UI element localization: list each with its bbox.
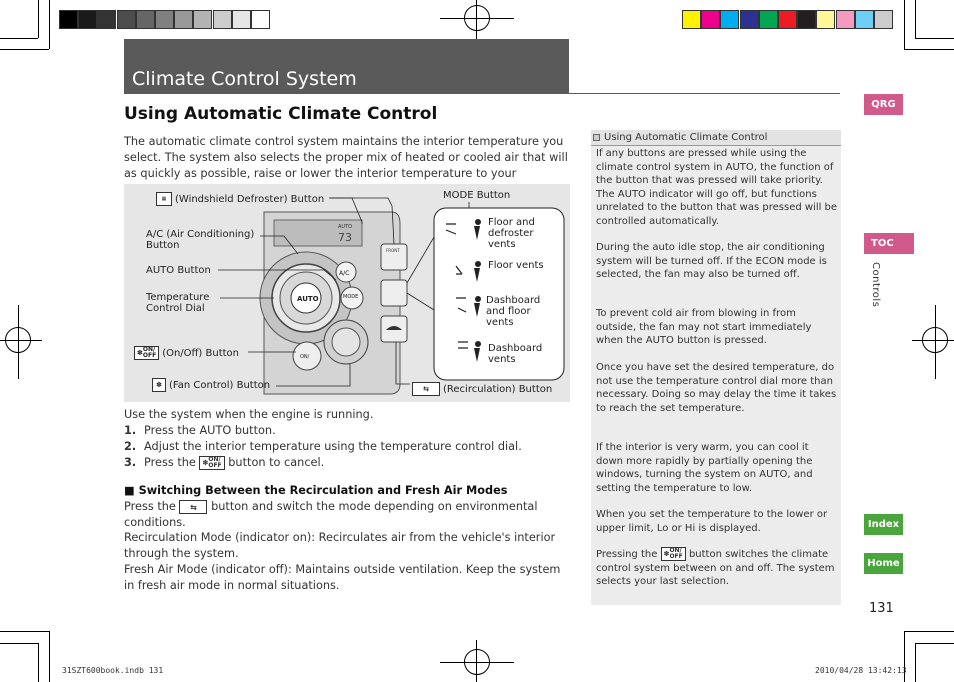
color-swatch <box>174 10 193 29</box>
tab-qrg[interactable]: QRG <box>864 94 903 115</box>
color-swatch <box>155 10 174 29</box>
color-swatch <box>59 10 78 29</box>
color-swatch <box>797 10 816 29</box>
note-marker-icon <box>593 134 600 141</box>
bullet-square: ■ <box>124 484 139 497</box>
page-title: Climate Control System <box>132 68 357 90</box>
recirc-mode-text: Recirculation Mode (indicator on): Recirculates air from the vehicle's interior through the system. <box>124 531 556 560</box>
recirculation-inline-icon: ⇆ <box>179 500 207 514</box>
onoff-callout <box>134 346 239 360</box>
recirc-label: (Recirculation) Button <box>443 383 553 395</box>
panel-display-auto: AUTO <box>338 224 353 230</box>
sidebar-note-1: If any buttons are pressed while using the climate control system in AUTO, the function of the button that was pressed will take priority. The AUTO indicator will go off, but functions unrelated to the button that was pressed will be controlled automatically. <box>596 148 838 227</box>
step-1: 1. Press the AUTO button. <box>124 424 276 437</box>
subsection-title: ■ Switching Between the Recirculation and Fresh Air Modes <box>124 484 508 497</box>
section-title: Using Automatic Climate Control <box>124 104 438 124</box>
sidebar-note-6: When you set the temperature to the lower or upper limit, Lo or Hi is displayed. <box>596 509 828 534</box>
vent-floor: Floor vents <box>488 260 544 271</box>
ac-button-label: A/C (Air Conditioning) Button <box>146 229 255 251</box>
mode-button-label: MODE Button <box>443 190 511 201</box>
sidebar-heading: Using Automatic Climate Control <box>591 130 841 146</box>
color-swatch <box>701 10 720 29</box>
steps-list <box>124 423 570 471</box>
onoff-icon: ✽ ON/ OFF <box>134 346 159 360</box>
color-swatch <box>759 10 778 29</box>
svg-text:ON/: ON/ <box>300 354 310 360</box>
step-2: 2. Adjust the interior temperature using the temperature control dial. <box>124 440 522 453</box>
step-3: 3. Press the ✽ ON/ OFF button to cancel. <box>124 456 325 469</box>
vent-floor-defroster: Floor and defroster vents <box>488 217 535 250</box>
chapter-label: Controls <box>870 262 881 308</box>
climate-control-illustration <box>124 184 570 402</box>
tab-home[interactable]: Home <box>864 553 903 574</box>
color-swatch <box>836 10 855 29</box>
sidebar-note-2: During the auto idle stop, the air conditioning system will be turned off. If the ECON mode is selected, the fan may also be turned off. <box>596 242 827 280</box>
page-number: 131 <box>869 601 894 616</box>
color-swatch <box>778 10 797 29</box>
chapter-title-bar <box>124 39 569 93</box>
color-swatch <box>117 10 136 29</box>
color-swatch <box>136 10 155 29</box>
panel-display-temp: 73 <box>338 231 352 244</box>
onoff-inline-icon: ✽ ON/ OFF <box>199 456 224 470</box>
sidebar-note-4: Once you have set the desired temperature, do not use the temperature control dial more than necessary. Doing so may delay the time it takes to reach the set temperature. <box>596 362 837 414</box>
fresh-mode-text: Fresh Air Mode (indicator off): Maintains outside ventilation. Keep the system in fresh air mode in normal situations. <box>124 563 561 592</box>
ac-knob-label: A/C <box>339 270 350 277</box>
color-swatch <box>720 10 739 29</box>
vent-dashboard-floor: Dashboard and floor vents <box>486 295 541 328</box>
sidebar-note-5: If the interior is very warm, you can cool it down more rapidly by partially opening the windows, turning the system on AUTO, and setting the temperature to low. <box>596 442 813 494</box>
color-swatch <box>213 10 232 29</box>
fan-callout <box>152 378 270 392</box>
title-rule <box>124 93 840 94</box>
footer-file: 31SZT600book.indb 131 <box>62 666 164 675</box>
vent-dashboard: Dashboard vents <box>488 343 543 365</box>
recirc-callout <box>412 382 552 396</box>
color-swatch <box>193 10 212 29</box>
color-swatch <box>232 10 251 29</box>
color-swatch <box>855 10 874 29</box>
onoff-label: (On/Off) Button <box>162 347 240 359</box>
color-swatch <box>97 10 116 29</box>
use-line: Use the system when the engine is running. <box>124 408 374 421</box>
tab-index[interactable]: Index <box>864 514 903 535</box>
fan-icon: ✽ <box>152 378 166 392</box>
defroster-label: (Windshield Defroster) Button <box>175 193 325 205</box>
sidebar-note-7: Pressing the ✽ ON/ OFF button switches the climate control system between on and off. The system selects your last selection. <box>596 547 835 587</box>
defroster-callout <box>156 192 324 206</box>
color-swatch <box>874 10 893 29</box>
onoff-sidebar-icon: ✽ ON/ OFF <box>661 547 686 561</box>
tab-toc[interactable]: TOC <box>864 233 914 254</box>
auto-knob-label: AUTO <box>297 295 319 303</box>
front-defrost-label: FRONT <box>386 248 400 253</box>
fan-label: (Fan Control) Button <box>169 379 271 391</box>
defroster-icon: ▦ <box>156 192 172 206</box>
sidebar-note-3: To prevent cold air from blowing in from outside, the fan may not start immediately when the AUTO button is pressed. <box>596 308 812 346</box>
color-swatch <box>251 10 270 29</box>
auto-button-label: AUTO Button <box>146 265 211 276</box>
recirculation-icon: ⇆ <box>412 382 440 396</box>
mode-knob-label: MODE <box>343 294 359 300</box>
intro-paragraph: The automatic climate control system maintains the interior temperature you select. The system also selects the proper mix of heated or cooled air that will as quickly as possible, raise or lower the interior temperature to your <box>124 135 568 180</box>
temperature-dial-label: Temperature Control Dial <box>146 292 210 314</box>
color-swatch <box>740 10 759 29</box>
recirc-instructions: Press the ⇆ button and switch the mode depending on environmental conditions. <box>124 500 538 529</box>
color-swatch <box>78 10 97 29</box>
color-swatch <box>682 10 701 29</box>
footer-timestamp: 2010/04/28 13:42:13 <box>815 666 907 675</box>
color-swatch <box>816 10 835 29</box>
